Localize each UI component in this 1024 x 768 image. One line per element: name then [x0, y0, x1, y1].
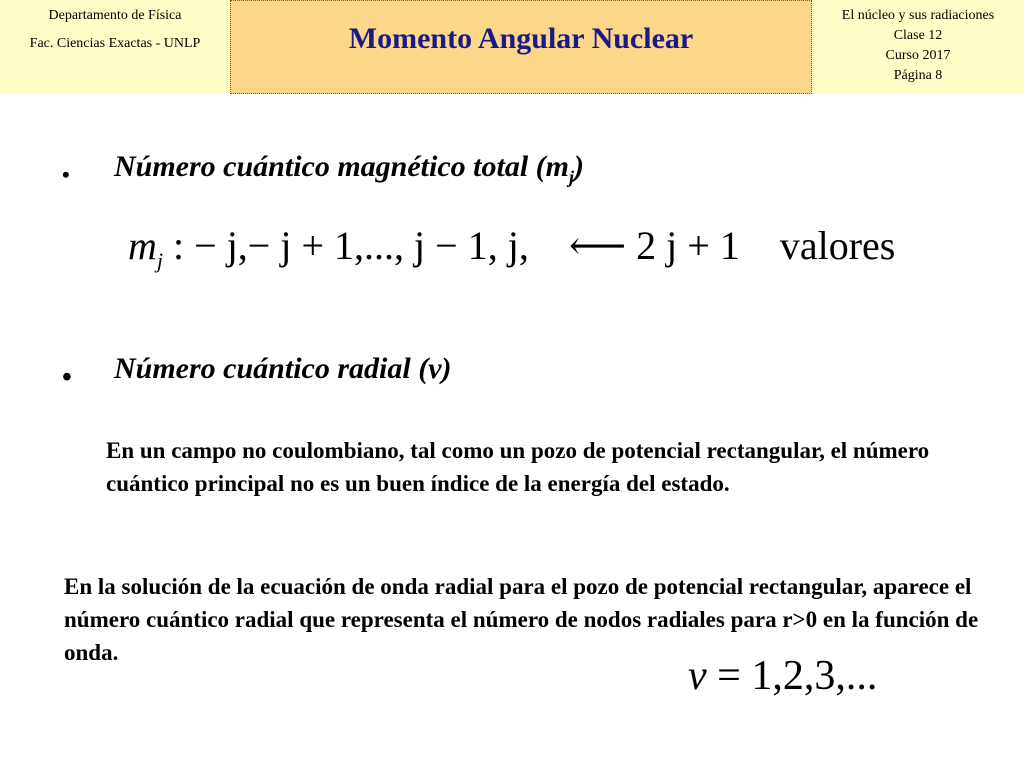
header-left-box: [0, 0, 230, 94]
department-label: Departamento de Física: [48, 8, 182, 23]
faculty-label: Fac. Ciencias Exactas - UNLP: [29, 36, 201, 51]
class-number: Clase 12: [893, 28, 943, 43]
bullet-1: •: [62, 162, 70, 187]
header-title-box: [230, 0, 812, 94]
course-name: El núcleo y sus radiaciones: [841, 8, 995, 23]
radial-quantum-number-heading: Número cuántico radial (ν): [114, 352, 452, 385]
nu-values-equation: ν = 1,2,3,...: [688, 653, 878, 699]
paragraph-non-coulomb: En un campo no coulombiano, tal como un pozo de potencial rectangular, el número cuántico principal no es un buen índice de la energía del estado.: [106, 438, 930, 496]
page-number: Página 8: [893, 68, 943, 83]
bullet-2: •: [62, 362, 72, 393]
mj-values-equation: $m_j$ : − j,− j + 1,..., j − 1, j, ⟵ 2 j + 1 valores: [128, 223, 896, 273]
paragraph-radial-solution: En la solución de la ecuación de onda radial para el pozo de potencial rectangular, aparece el número cuántico radial que representa el número de nodos radiales para r>0 en la función de onda.: [64, 574, 979, 665]
course-year: Curso 2017: [885, 48, 951, 63]
header-right-box: [812, 0, 1024, 94]
magnetic-quantum-number-heading: Número cuántico magnético total $(m_j)$: [114, 150, 585, 187]
page-title: Momento Angular Nuclear: [348, 22, 694, 55]
